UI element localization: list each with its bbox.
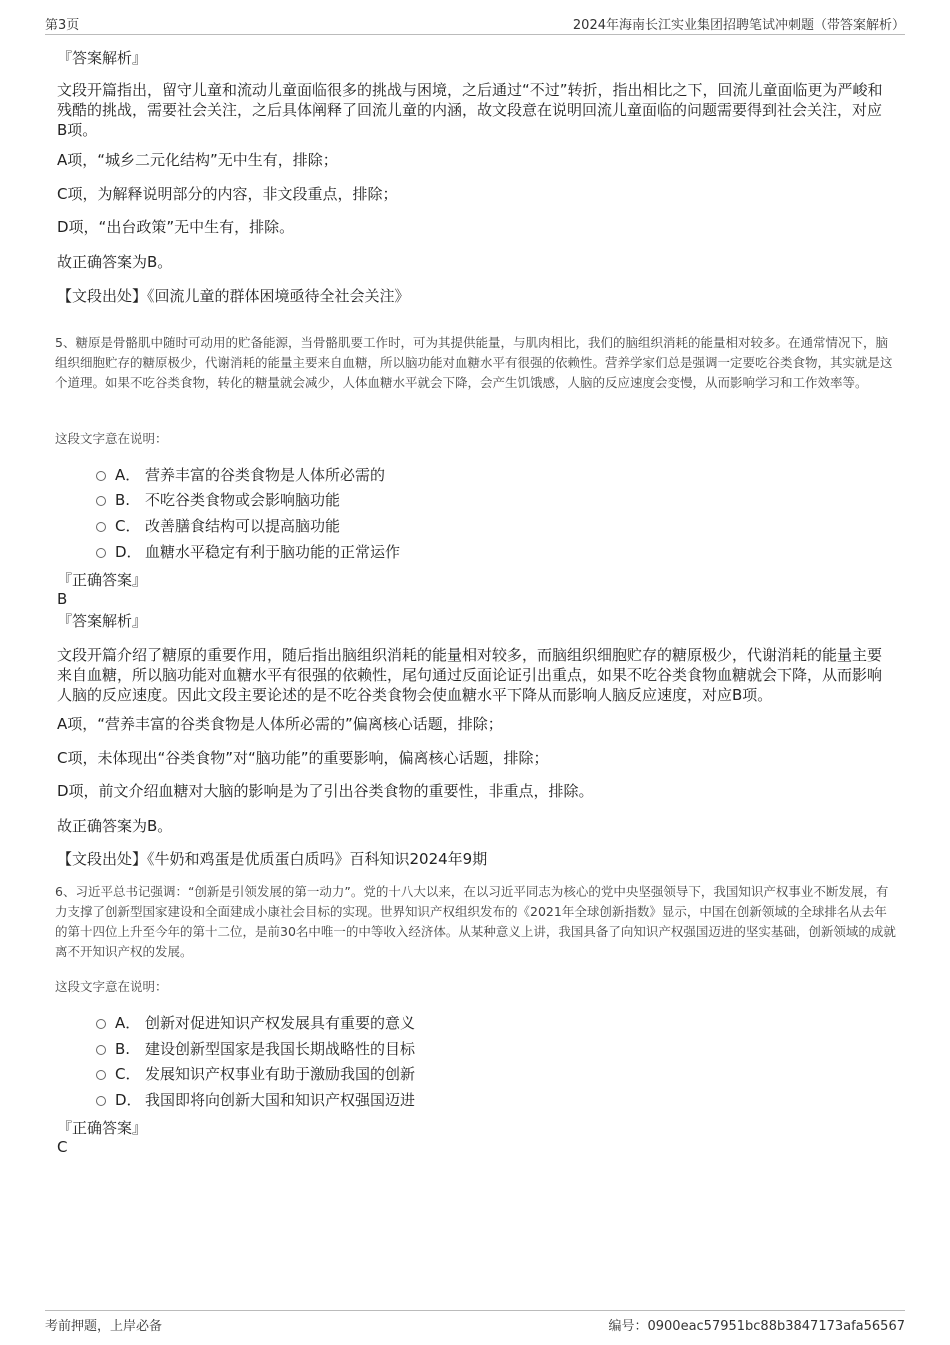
option-a[interactable] xyxy=(96,465,385,485)
option-d[interactable] xyxy=(96,542,400,562)
option-text: 血糖水平稳定有利于脑功能的正常运作 xyxy=(145,543,401,561)
conclusion: 故正确答案为B。 xyxy=(57,253,173,271)
option-text: 创新对促进知识产权发展具有重要的意义 xyxy=(145,1014,416,1032)
question-stem: 6、习近平总书记强调：“创新是引领发展的第一动力”。党的十八大以来，在以习近平同志为核心的党中央坚强领导下，我国知识产权事业不断发展，有力支撑了创新型国家建设和全面建成小康社会目标的实现。世界知识产权组织发布的《2021年全球创新指数》显示，中国在创新领域的全球排名从去年的第十四位上升至今年的第十二位，是前30名中唯一的中等收入经济体。从某种意义上讲，我国具备了向知识产权强国迈进的坚实基础，创新领域的成就离不开知识产权的发展。 xyxy=(55,884,896,959)
option-letter: C． xyxy=(115,517,141,535)
radio-button[interactable] xyxy=(96,522,106,532)
document-title: 2024年海南长江实业集团招聘笔试冲刺题（带答案解析） xyxy=(572,18,905,33)
radio-button[interactable] xyxy=(96,1045,106,1055)
answer-analysis-label: 『答案解析』 xyxy=(57,612,148,630)
radio-button[interactable] xyxy=(96,496,106,506)
option-c[interactable] xyxy=(96,1064,415,1084)
option-d[interactable] xyxy=(96,1090,415,1110)
page-footer xyxy=(45,1310,905,1335)
analysis-note-a: A项，“城乡二元化结构”无中生有，排除； xyxy=(57,151,338,169)
conclusion: 故正确答案为B。 xyxy=(57,817,173,835)
option-letter: A． xyxy=(115,466,141,484)
question-stem: 5、糖原是骨骼肌中随时可动用的贮备能源，当骨骼肌要工作时，可为其提供能量，与肌肉相比，我们的脑组织消耗的能量相对较多。在通常情况下，脑组织细胞贮存的糖原极少，代谢消耗的能量主要来自血糖，所以脑功能对血糖水平有很强的依赖性。营养学家们总是强调一定要吃谷类食物，其实就是这个道理。如果不吃谷类食物，转化的糖量就会减少，人体血糖水平就会下降，会产生饥饿感，人脑的反应速度会变慢，从而影响学习和工作效率等。 xyxy=(55,335,893,390)
question-prompt: 这段文字意在说明： xyxy=(55,979,168,994)
option-c[interactable] xyxy=(96,516,340,536)
answer-analysis-text: 文段开篇指出，留守儿童和流动儿童面临很多的挑战与困境，之后通过“不过”转折，指出相比之下，回流儿童面临更为严峻和残酷的挑战，需要社会关注，之后具体阐释了回流儿童的内涵，故文段意在说明回流儿童面临的问题需要得到社会关注，对应B项。 xyxy=(57,81,883,139)
page-number: 第3页 xyxy=(45,18,80,33)
option-letter: D． xyxy=(115,1091,142,1109)
option-text: 发展知识产权事业有助于激励我国的创新 xyxy=(145,1065,416,1083)
correct-answer: C xyxy=(57,1138,68,1156)
option-a[interactable] xyxy=(96,1013,415,1033)
radio-button[interactable] xyxy=(96,1070,106,1080)
radio-button[interactable] xyxy=(96,1019,106,1029)
option-letter: A． xyxy=(115,1014,141,1032)
radio-button[interactable] xyxy=(96,471,106,481)
option-text: 我国即将向创新大国和知识产权强国迈进 xyxy=(145,1091,416,1109)
analysis-note-d: D项，前文介绍血糖对大脑的影响是为了引出谷类食物的重要性，非重点，排除。 xyxy=(57,782,594,800)
analysis-note-a: A项，“营养丰富的谷类食物是人体所必需的”偏离核心话题，排除； xyxy=(57,715,503,733)
page-header xyxy=(45,12,905,35)
correct-answer-label: 『正确答案』 xyxy=(57,1119,148,1137)
option-letter: B. xyxy=(115,1040,131,1058)
option-text: 不吃谷类食物或会影响脑功能 xyxy=(145,491,341,509)
answer-analysis-text: 文段开篇介绍了糖原的重要作用，随后指出脑组织消耗的能量相对较多，而脑组织细胞贮存的糖原极少，代谢消耗的能量主要来自血糖，所以脑功能对血糖水平有很强的依赖性，尾句通过反面论证引出重点，如果不吃谷类食物血糖就会下降，从而影响人脑的反应速度。因此文段主要论述的是不吃谷类食物会使血糖水平下降从而影响人脑反应速度，对应B项。 xyxy=(57,646,883,704)
option-b[interactable] xyxy=(96,1039,415,1059)
radio-button[interactable] xyxy=(96,1096,106,1106)
correct-answer-label: 『正确答案』 xyxy=(57,571,148,589)
correct-answer: B xyxy=(57,590,68,608)
answer-analysis-label: 『答案解析』 xyxy=(57,49,148,67)
source-citation: 【文段出处】《回流儿童的群体困境亟待全社会关注》 xyxy=(57,287,410,305)
analysis-note-c: C项，未体现出“谷类食物”对“脑功能”的重要影响，偏离核心话题，排除； xyxy=(57,749,549,767)
option-text: 改善膳食结构可以提高脑功能 xyxy=(145,517,341,535)
option-text: 营养丰富的谷类食物是人体所必需的 xyxy=(145,466,386,484)
option-letter: C． xyxy=(115,1065,141,1083)
source-citation: 【文段出处】《牛奶和鸡蛋是优质蛋白质吗》百科知识2024年9期 xyxy=(57,850,488,868)
analysis-note-c: C项，为解释说明部分的内容，非文段重点，排除； xyxy=(57,185,398,203)
question-prompt: 这段文字意在说明： xyxy=(55,431,168,446)
radio-button[interactable] xyxy=(96,548,106,558)
footer-slogan: 考前押题，上岸必备 xyxy=(45,1319,163,1334)
option-text: 建设创新型国家是我国长期战略性的目标 xyxy=(145,1040,416,1058)
document-code: 编号：0900eac57951bc88b3847173afa56567 xyxy=(608,1319,905,1334)
analysis-note-d: D项，“出台政策”无中生有，排除。 xyxy=(57,218,295,236)
option-letter: B. xyxy=(115,491,131,509)
option-letter: D． xyxy=(115,543,142,561)
option-b[interactable] xyxy=(96,490,340,510)
